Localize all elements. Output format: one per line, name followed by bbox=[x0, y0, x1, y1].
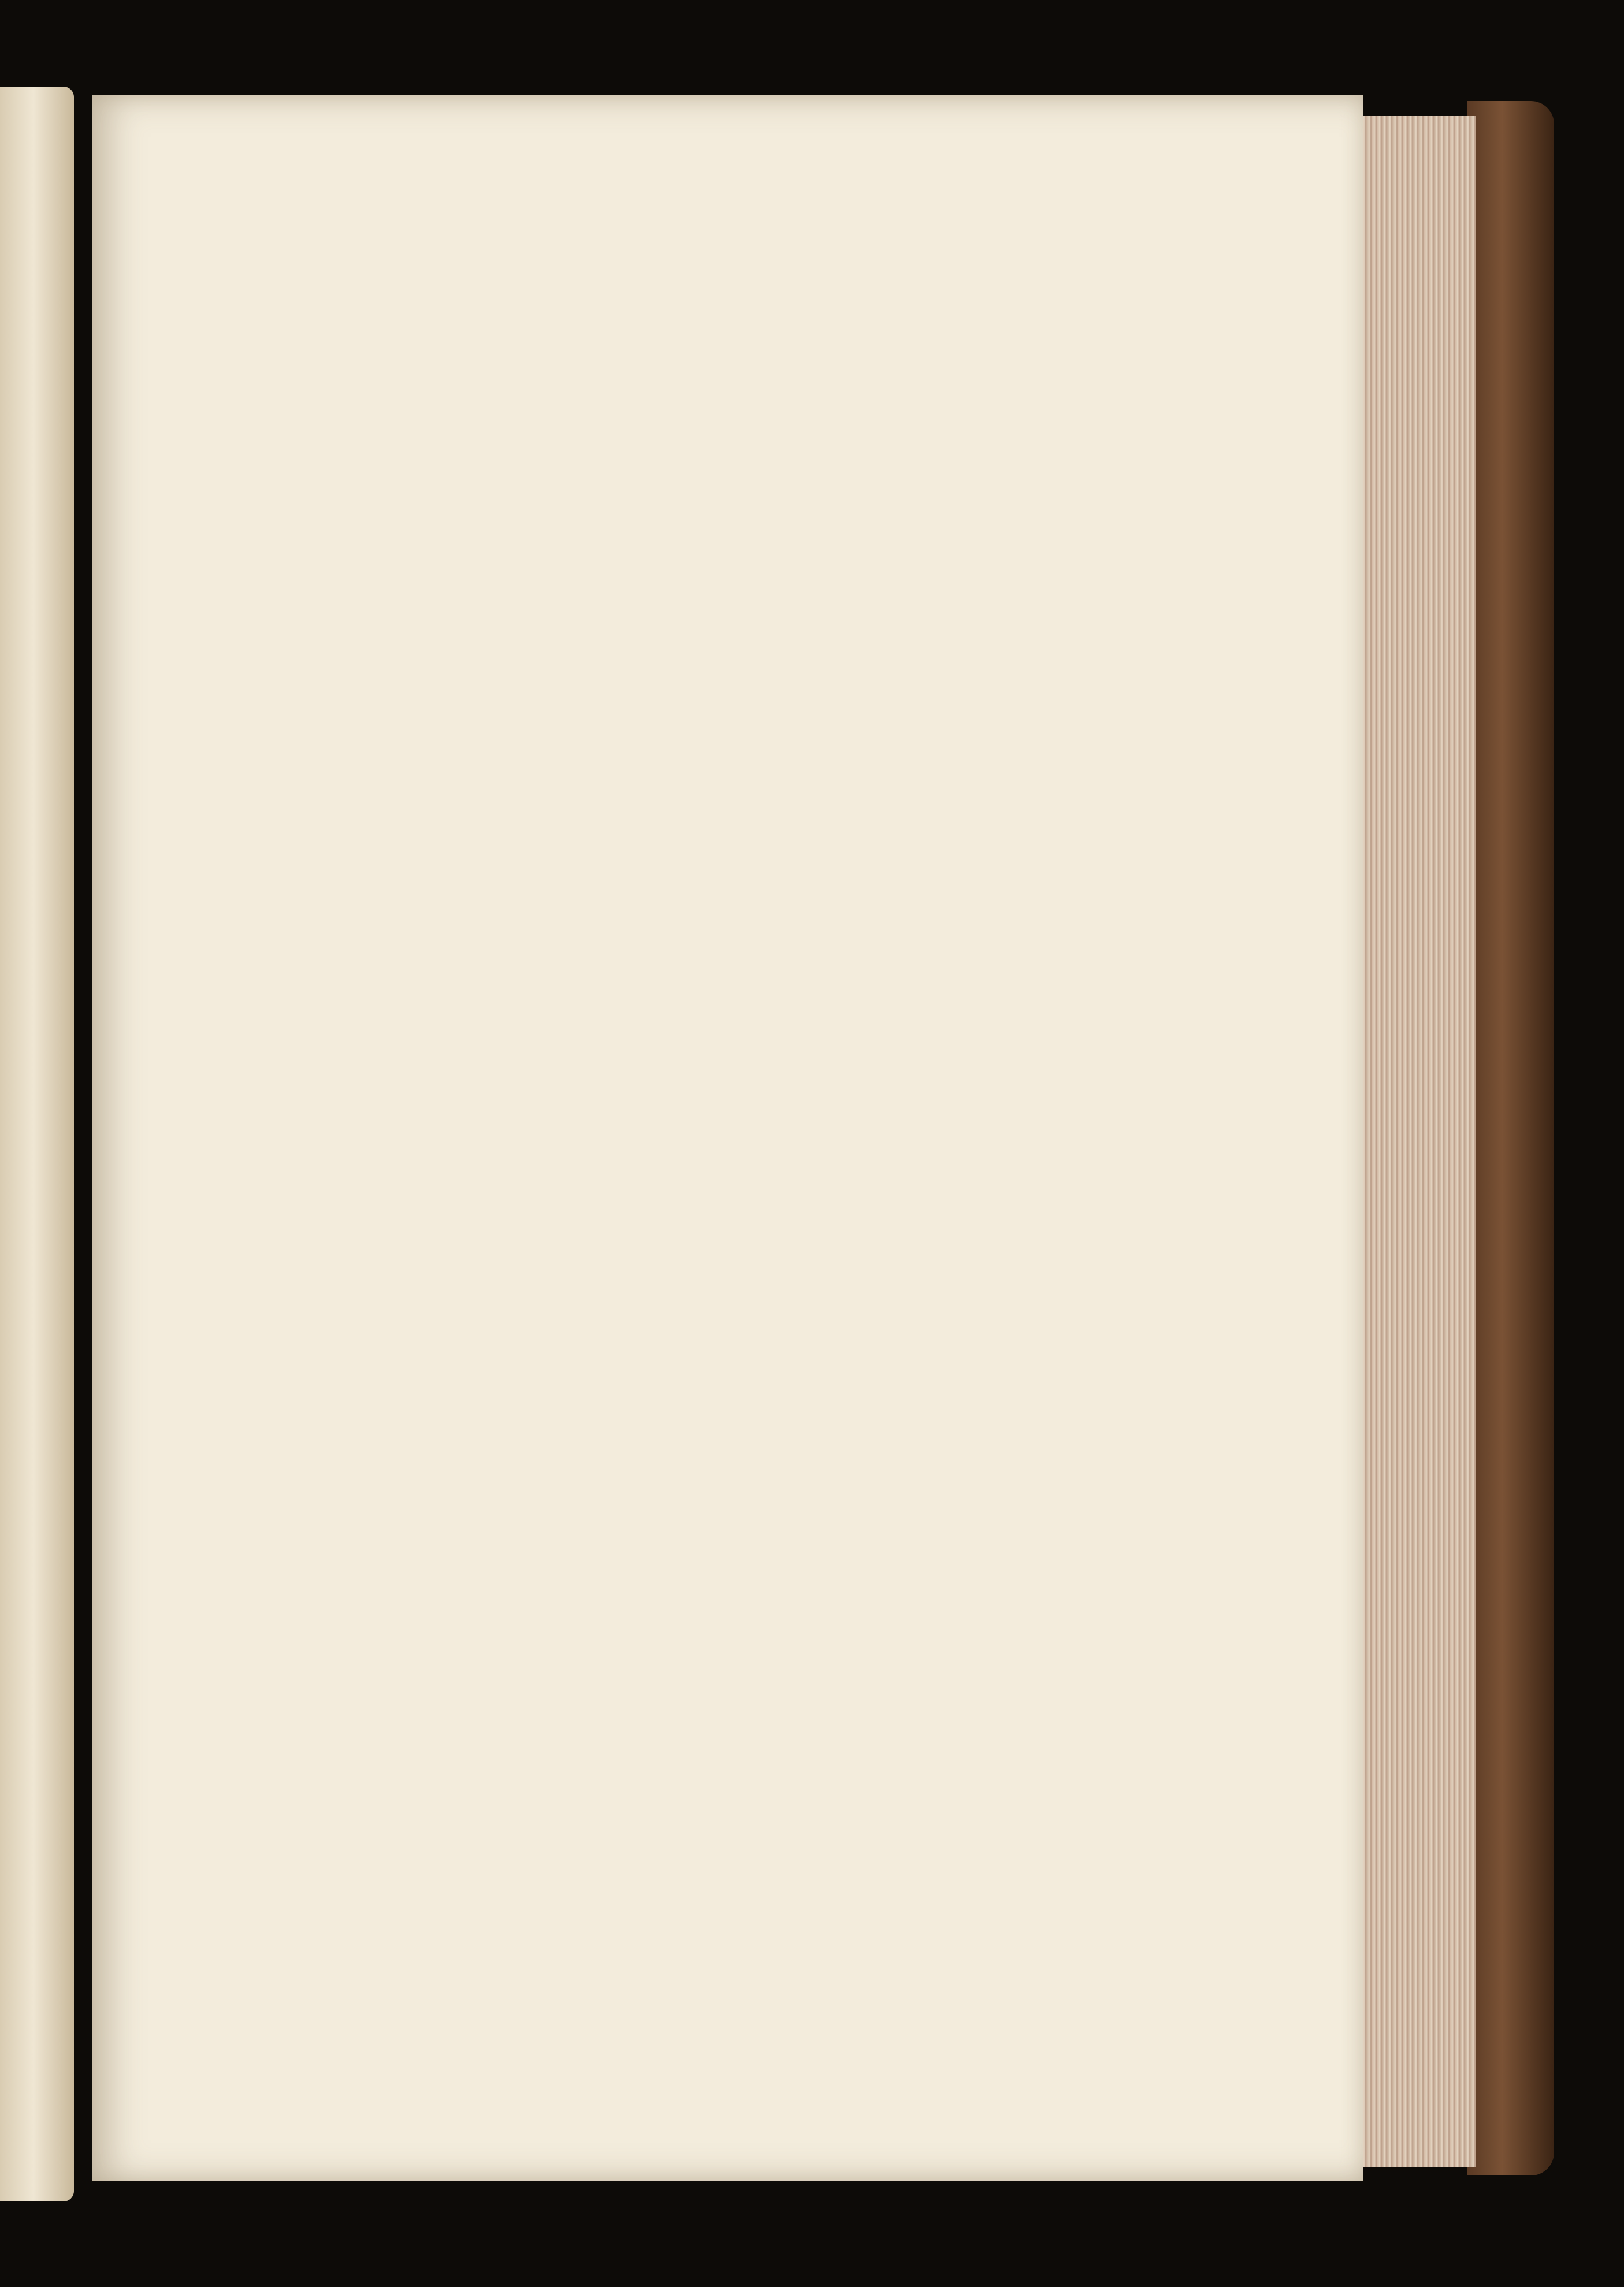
left-facing-page bbox=[0, 87, 74, 2201]
page-block-edges bbox=[1352, 116, 1476, 2167]
text-block bbox=[191, 404, 965, 494]
book-cover-edge bbox=[1467, 101, 1554, 2175]
running-head bbox=[191, 404, 965, 459]
